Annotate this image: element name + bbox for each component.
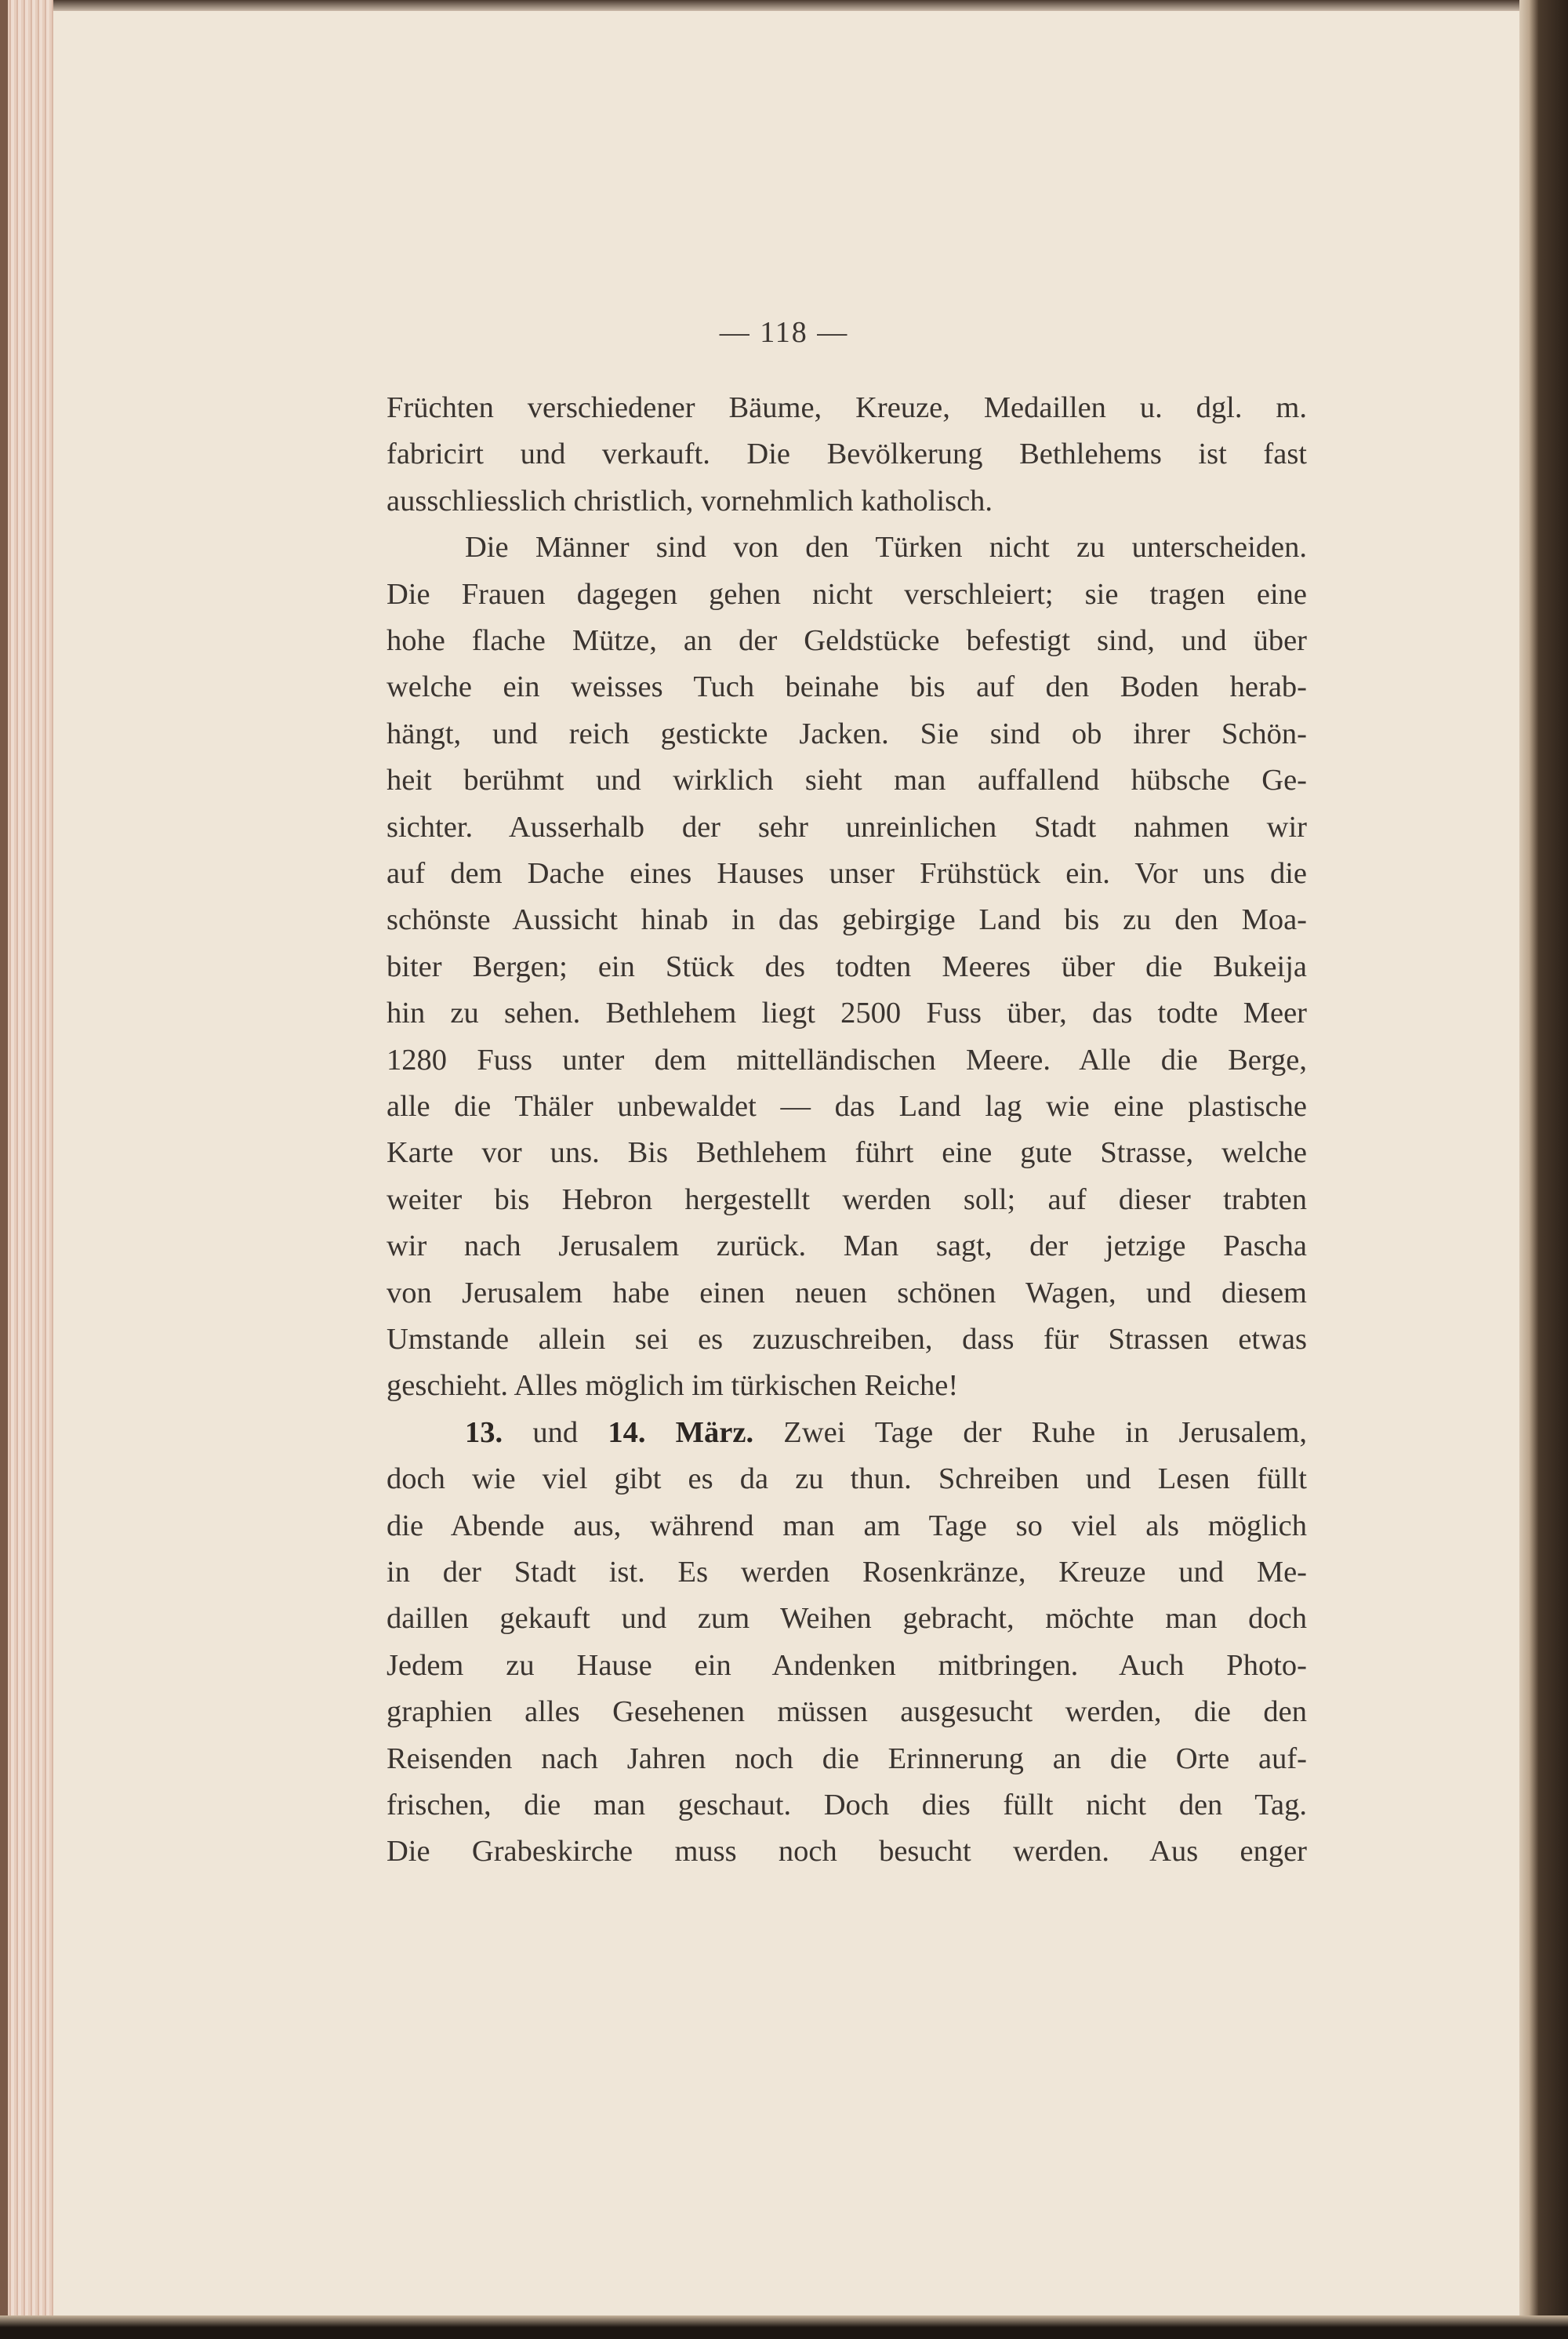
text-line (387, 1088, 1307, 1125)
scan-bottom-edge (0, 2315, 1568, 2339)
text-span: Karte vor uns. Bis Bethlehem führt eine gute Strasse, welche (387, 1136, 1307, 1170)
text-span: in der Stadt ist. Es werden Rosenkränze, Kreuze und Me- (387, 1556, 1307, 1589)
text-span: weiter bis Hebron hergestellt werden soll; auf dieser trabten (387, 1182, 1307, 1216)
text-span: Früchten verschiedener Bäume, Kreuze, Medaillen u. dgl. m. (387, 391, 1307, 424)
text-line (387, 1367, 1307, 1404)
text-span: biter Bergen; ein Stück des todten Meeres über die Bukeija (387, 950, 1307, 983)
text-line (387, 389, 1307, 427)
text-line (387, 435, 1307, 473)
text-span: Reisenden nach Jahren noch die Erinnerung an die Orte auf- (387, 1742, 1307, 1775)
text-line (387, 528, 1307, 566)
text-line (387, 1693, 1307, 1731)
date-label: 14. März. (608, 1415, 754, 1449)
text-span: und (503, 1415, 608, 1449)
text-span: Die Frauen dagegen gehen nicht verschleiert; sie tragen eine (387, 577, 1307, 611)
text-line (387, 715, 1307, 753)
text-line (387, 1181, 1307, 1219)
text-line (387, 1134, 1307, 1171)
text-span: hohe flache Mütze, an der Geldstücke befestigt sind, und über (387, 624, 1307, 657)
text-line (387, 622, 1307, 659)
text-span: 1280 Fuss unter dem mittelländischen Meere. Alle die Berge, (387, 1043, 1307, 1077)
text-line (387, 1274, 1307, 1312)
scan-top-edge (0, 0, 1568, 11)
text-line (387, 1600, 1307, 1637)
text-span: ausschliesslich christlich, vornehmlich katholisch. (387, 484, 993, 518)
text-span: graphien alles Gesehenen müssen ausgesucht werden, die den (387, 1695, 1307, 1729)
text-line (387, 1832, 1307, 1870)
text-line (387, 808, 1307, 846)
text-line (387, 1740, 1307, 1778)
text-span: alle die Thäler unbewaldet — das Land lag wie eine plastische (387, 1090, 1307, 1123)
page-stack-edge-left (0, 0, 53, 2339)
text-span: doch wie viel gibt es da zu thun. Schreiben und Lesen füllt (387, 1462, 1307, 1496)
text-line (387, 901, 1307, 939)
text-span: fabricirt und verkauft. Die Bevölkerung Bethlehems ist fast (387, 438, 1307, 471)
text-span: hängt, und reich gestickte Jacken. Sie sind ob ihrer Schön- (387, 717, 1307, 750)
book-spine-edge-right (1519, 0, 1568, 2339)
page-number: — 118 — (719, 316, 849, 349)
text-line (387, 1553, 1307, 1591)
text-line (387, 855, 1307, 892)
text-span: auf dem Dache eines Hauses unser Frühstück ein. Vor uns die (387, 857, 1307, 890)
text-span: Umstande allein sei es zuzuschreiben, dass für Strassen etwas (387, 1323, 1307, 1356)
text-span: welche ein weisses Tuch beinahe bis auf den Boden herab- (387, 670, 1307, 704)
text-line (387, 994, 1307, 1032)
text-line (387, 1414, 1307, 1451)
text-span: Zwei Tage der Ruhe in Jerusalem, (753, 1415, 1308, 1449)
text-line (387, 761, 1307, 799)
text-span: frischen, die man geschaut. Doch dies füllt nicht den Tag. (387, 1789, 1307, 1821)
text-span: von Jerusalem habe einen neuen schönen Wagen, und diesem (387, 1276, 1307, 1309)
text-line (387, 1507, 1307, 1545)
scan-left-border (0, 0, 8, 2339)
text-span: heit berühmt und wirklich sieht man auffallend hübsche Ge- (387, 764, 1307, 797)
text-line (387, 1786, 1307, 1824)
text-span: die Abende aus, während man am Tage so viel als möglich (387, 1509, 1307, 1542)
text-span: hin zu sehen. Bethlehem liegt 2500 Fuss über, das todte Meer (387, 997, 1307, 1030)
text-line (387, 1041, 1307, 1079)
text-span: geschieht. Alles möglich im türkischen Reiche! (387, 1369, 959, 1403)
text-line (387, 1460, 1307, 1498)
date-label: 13. (465, 1415, 503, 1449)
text-span: Die Männer sind von den Türken nicht zu unterscheiden. (465, 531, 1307, 565)
text-line (387, 482, 1307, 520)
text-span: schönste Aussicht hinab in das gebirgige Land bis zu den Moa- (387, 903, 1307, 937)
text-line (387, 1647, 1307, 1684)
text-span: daillen gekauft und zum Weihen gebracht, möchte man doch (387, 1602, 1307, 1636)
text-span: Die Grabeskirche muss noch besucht werden. Aus enger (387, 1835, 1307, 1869)
text-line (387, 1227, 1307, 1265)
text-line (387, 668, 1307, 706)
text-span: wir nach Jerusalem zurück. Man sagt, der jetzige Pascha (387, 1229, 1307, 1263)
text-line (387, 948, 1307, 986)
text-line (387, 1320, 1307, 1358)
text-line (387, 576, 1307, 613)
text-span: Jedem zu Hause ein Andenken mitbringen. Auch Photo- (387, 1648, 1307, 1682)
text-span: sichter. Ausserhalb der sehr unreinlichen Stadt nahmen wir (387, 810, 1307, 844)
